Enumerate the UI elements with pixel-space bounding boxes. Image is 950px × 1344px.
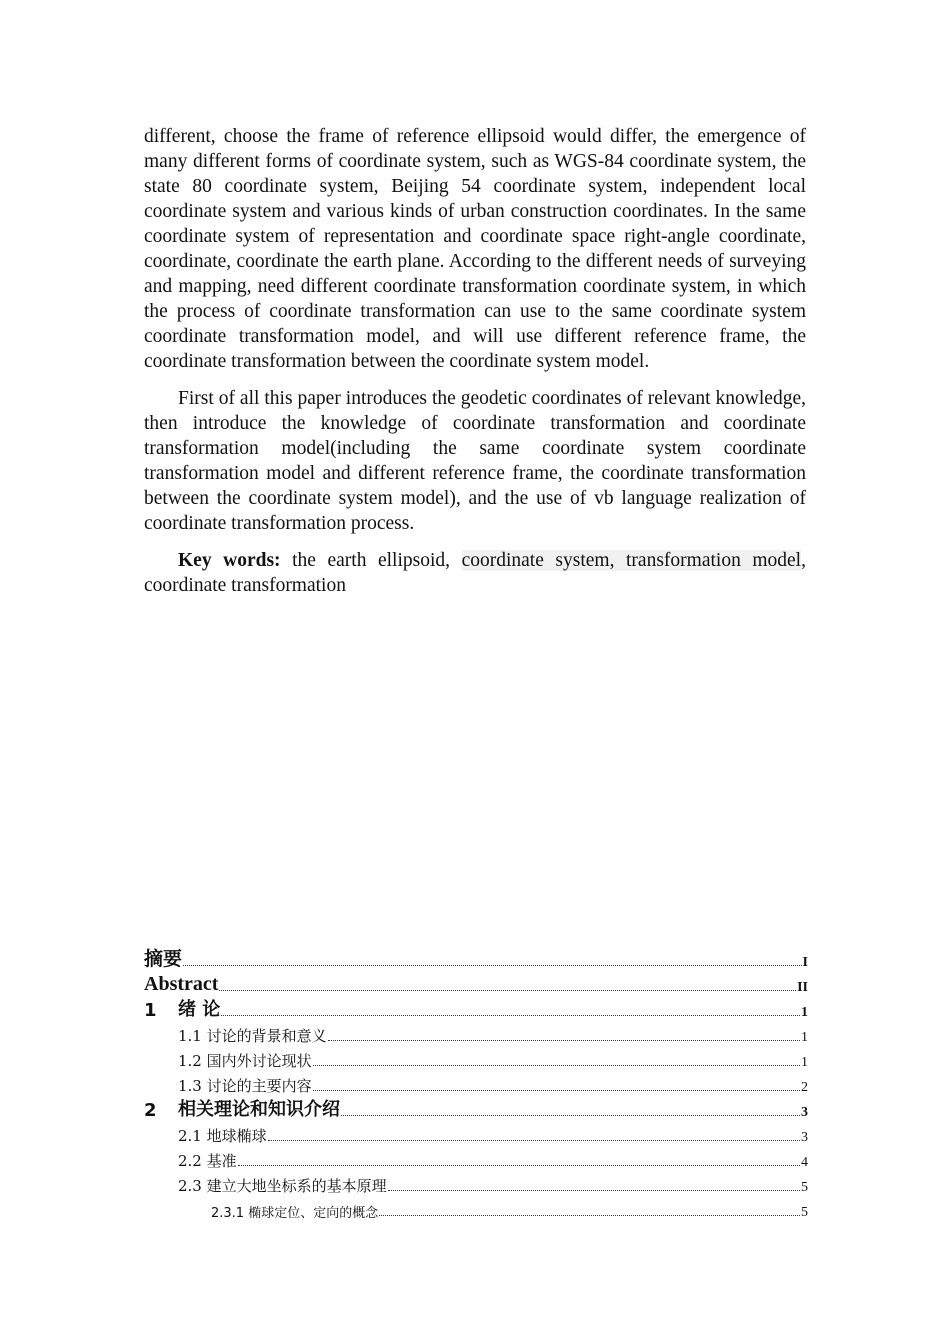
toc-entry-abstract-cn[interactable] (144, 946, 808, 971)
keywords-label: Key words: (178, 550, 281, 571)
toc-entry-title: 2.2 基准 (178, 1152, 237, 1170)
toc-leader-dots (313, 1089, 800, 1091)
toc-entry-chapter-2[interactable] (144, 1096, 808, 1121)
toc-entry-page: I (802, 955, 808, 970)
toc-entry-section-1-3[interactable] (144, 1071, 808, 1096)
toc-chapter-number: 1 (144, 1000, 157, 1021)
toc-entry-page: 5 (801, 1205, 808, 1220)
toc-leader-dots (388, 1189, 800, 1191)
toc-entry-page: 3 (801, 1105, 808, 1120)
toc-leader-dots (221, 1014, 800, 1016)
toc-leader-dots (328, 1039, 800, 1041)
toc-entry-page: 3 (801, 1130, 808, 1145)
abstract-body (144, 124, 806, 610)
toc-entry-page: 1 (801, 1055, 808, 1070)
keywords-line (144, 548, 806, 598)
toc-entry-title: 1.2 国内外讨论现状 (178, 1052, 312, 1070)
toc-entry-title: 绪 论 (178, 999, 221, 1020)
toc-entry-title: 摘要 (144, 948, 183, 970)
toc-leader-dots (379, 1214, 800, 1216)
toc-entry-title: 1.1 讨论的背景和意义 (178, 1027, 327, 1045)
toc-leader-dots (268, 1139, 800, 1141)
toc-entry-section-1-2[interactable] (144, 1046, 808, 1071)
toc-entry-page: 2 (801, 1080, 808, 1095)
abstract-paragraph-2: First of all this paper introduces the geodetic coordinates of relevant knowledge, then introduce the knowledge of coordinate transformation and coordinate transformation model(including the same coordinate system coordinate transformation model and different reference frame, the coordinate transformation between the coordinate system model), and the use of vb language realization of coordinate transformation process. (144, 388, 806, 534)
toc-entry-section-1-1[interactable] (144, 1021, 808, 1046)
keywords-highlighted: coordinate system, transformation model (461, 550, 802, 571)
toc-leader-dots (219, 989, 796, 991)
toc-entry-page: 1 (801, 1030, 808, 1045)
toc-leader-dots (238, 1164, 800, 1166)
toc-entry-chapter-1[interactable] (144, 996, 808, 1021)
toc-entry-title: 2.3.1 椭球定位、定向的概念 (211, 1206, 379, 1221)
keywords-text: the earth ellipsoid, (280, 550, 462, 571)
toc-entry-page: II (797, 980, 808, 995)
toc-entry-abstract-en[interactable] (144, 971, 808, 996)
toc-entry-title: 相关理论和知识介绍 (178, 1099, 340, 1120)
toc-entry-section-2-2[interactable] (144, 1146, 808, 1171)
abstract-paragraph-1: different, choose the frame of reference ellipsoid would differ, the emergence of many different forms of coordinate system, such as WGS-84 coordinate system, the state 80 coordinate system, Beijing 54 coordinate system, independent local coordinate system and various kinds of urban construction coordinates. In the same coordinate system of representation and coordinate space right-angle coordinate, coordinate, coordinate the earth plane. According to the different needs of surveying and mapping, need different coordinate transformation coordinate system, in which the process of coordinate transformation can use to the same coordinate system coordinate transformation model, and will use different reference frame, the coordinate transformation between the coordinate system model. (144, 126, 806, 372)
keywords-text-end: , coordinate transformation (144, 550, 806, 596)
table-of-contents (144, 946, 808, 1221)
toc-leader-dots (341, 1114, 800, 1116)
toc-entry-subsection-2-3-1[interactable] (144, 1196, 808, 1221)
toc-entry-title: Abstract (144, 973, 219, 995)
toc-entry-section-2-1[interactable] (144, 1121, 808, 1146)
toc-entry-title: 2.1 地球椭球 (178, 1127, 267, 1145)
toc-leader-dots (183, 964, 802, 966)
toc-chapter-number: 2 (144, 1100, 157, 1121)
toc-entry-title: 2.3 建立大地坐标系的基本原理 (178, 1177, 387, 1195)
toc-entry-page: 4 (801, 1155, 808, 1170)
toc-entry-page: 1 (801, 1005, 808, 1020)
toc-entry-section-2-3[interactable] (144, 1171, 808, 1196)
toc-entry-title: 1.3 讨论的主要内容 (178, 1077, 312, 1095)
toc-leader-dots (313, 1064, 800, 1066)
toc-entry-page: 5 (801, 1180, 808, 1195)
